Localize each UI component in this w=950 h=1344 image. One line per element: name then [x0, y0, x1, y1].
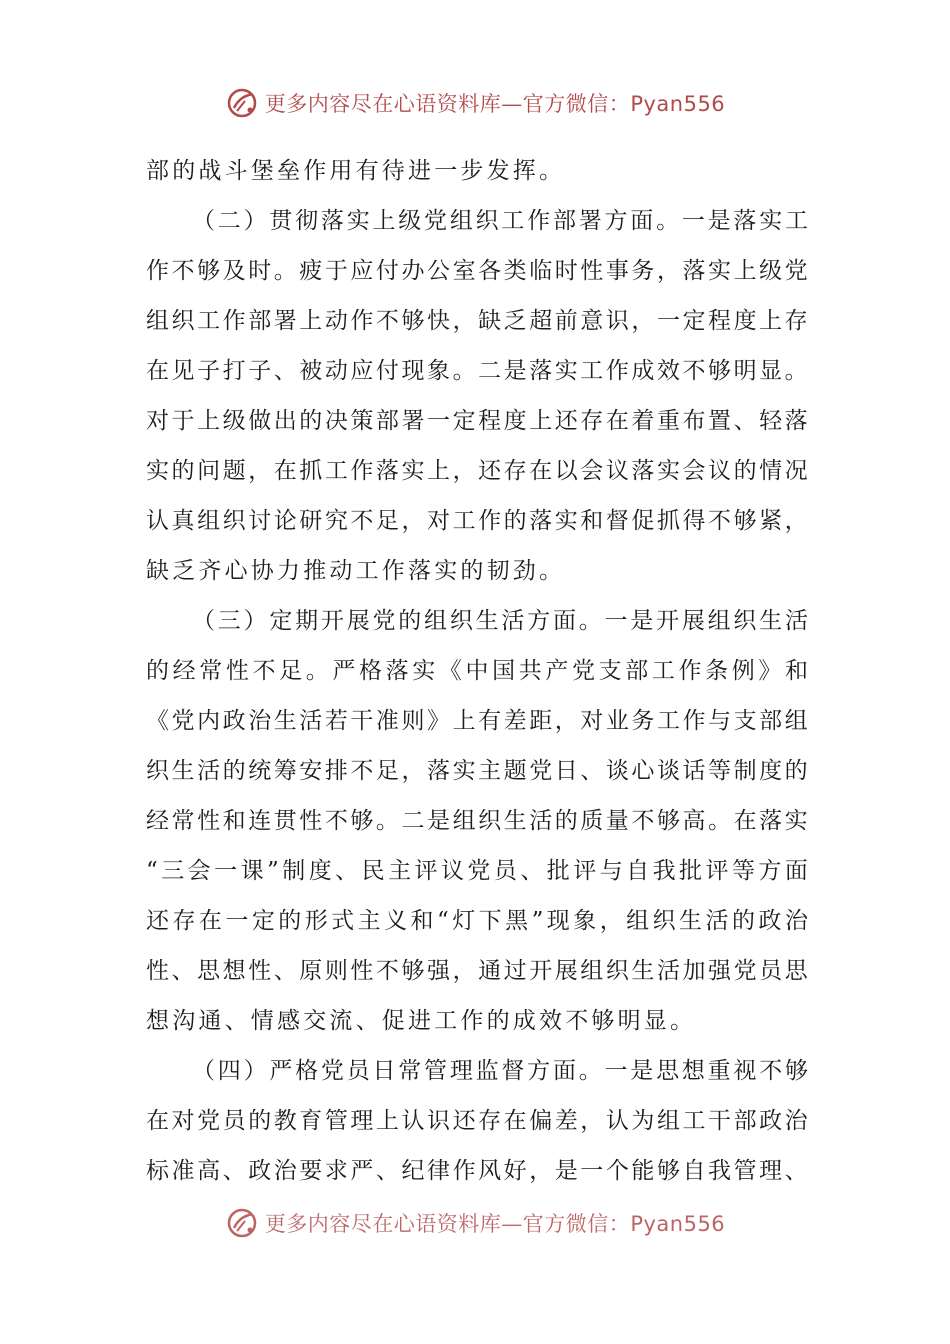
text-line: 缺乏齐心协力推动工作落实的韧劲。	[146, 558, 566, 584]
text-line: 《 党 内 政 治 生 活 若 干 准 则 》 上 有 差 距 ， 对 业 务 工 作 与 支 部 组	[146, 708, 808, 734]
text-line: 部的战斗堡垒作用有待进一步发挥。	[146, 158, 566, 184]
text-line: 想沟通、情感交流、促进工作的成效不够明显。	[146, 1008, 697, 1034]
text-line: 的 经 常 性 不 足 。 严 格 落 实 《 中 国 共 产 党 支 部 工 作 条 例 》 和	[146, 658, 808, 684]
document-body	[146, 146, 808, 1196]
text-line: （ 三 ） 定 期 开 展 党 的 组 织 生 活 方 面 。 一 是 开 展 组 织 生 活	[192, 608, 808, 634]
text-line: 经 常 性 和 连 贯 性 不 够 。 二 是 组 织 生 活 的 质 量 不 够 高 。 在 落 实	[146, 808, 808, 834]
header-banner-text: 更多内容尽在心语资料库—官方微信：Pyan556	[264, 92, 726, 116]
text-line: “ 三 会 一 课 ” 制 度 、 民 主 评 议 党 员 、 批 评 与 自 我 批 评 等 方 面	[146, 858, 808, 884]
text-line: 实 的 问 题 ， 在 抓 工 作 落 实 上 ， 还 存 在 以 会 议 落 实 会 议 的 情 况	[146, 458, 808, 484]
logo-icon	[225, 1206, 259, 1240]
text-line: 在 见 子 打 子 、 被 动 应 付 现 象 。 二 是 落 实 工 作 成 效 不 够 明 显 。	[146, 358, 808, 384]
header-banner	[0, 86, 950, 120]
text-line: 作 不 够 及 时 。 疲 于 应 付 办 公 室 各 类 临 时 性 事 务 ， 落 实 上 级 党	[146, 258, 808, 284]
text-line: 组 织 工 作 部 署 上 动 作 不 够 快 ， 缺 乏 超 前 意 识 ， 一 定 程 度 上 存	[146, 308, 808, 334]
text-line: 对 于 上 级 做 出 的 决 策 部 署 一 定 程 度 上 还 存 在 着 重 布 置 、 轻 落	[146, 408, 808, 434]
footer-banner	[0, 1206, 950, 1240]
text-line: 在 对 党 员 的 教 育 管 理 上 认 识 还 存 在 偏 差 ， 认 为 组 工 干 部 政 治	[146, 1108, 808, 1134]
text-line: （ 二 ） 贯 彻 落 实 上 级 党 组 织 工 作 部 署 方 面 。 一 是 落 实 工	[192, 208, 808, 234]
footer-banner-text: 更多内容尽在心语资料库—官方微信：Pyan556	[264, 1212, 726, 1236]
text-line: 织 生 活 的 统 筹 安 排 不 足 ， 落 实 主 题 党 日 、 谈 心 谈 话 等 制 度 的	[146, 758, 808, 784]
logo-icon	[225, 86, 259, 120]
text-line: 性 、 思 想 性 、 原 则 性 不 够 强 ， 通 过 开 展 组 织 生 活 加 强 党 员 思	[146, 958, 808, 984]
text-line: 标 准 高 、 政 治 要 求 严 、 纪 律 作 风 好 ， 是 一 个 能 够 自 我 管 理 、	[146, 1158, 808, 1184]
text-line: （ 四 ） 严 格 党 员 日 常 管 理 监 督 方 面 。 一 是 思 想 重 视 不 够	[192, 1058, 808, 1084]
text-line: 认 真 组 织 讨 论 研 究 不 足 ， 对 工 作 的 落 实 和 督 促 抓 得 不 够 紧 ，	[146, 508, 808, 534]
text-line: 还 存 在 一 定 的 形 式 主 义 和 “ 灯 下 黑 ” 现 象 ， 组 织 生 活 的 政 治	[146, 908, 808, 934]
